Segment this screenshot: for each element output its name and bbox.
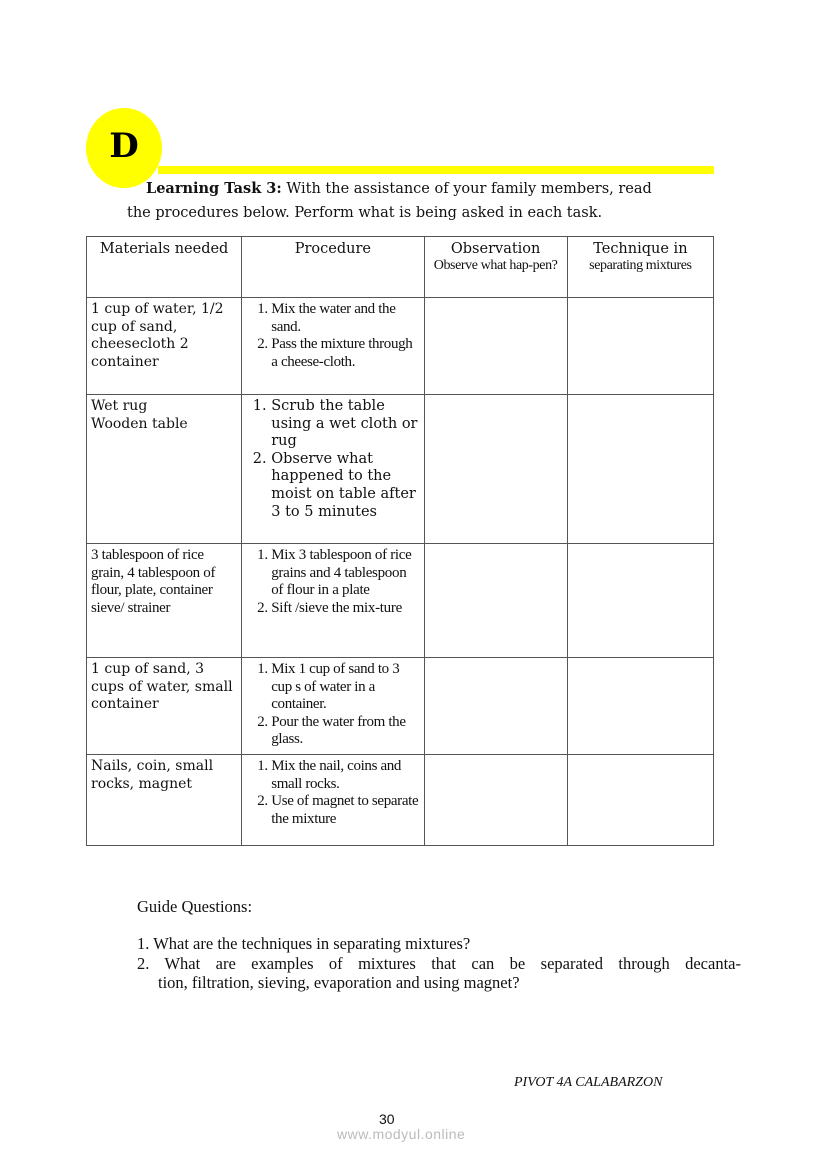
page-number: 30	[379, 1111, 395, 1127]
header-technique-sub: separating mixtures	[589, 258, 692, 273]
materials-cell: 1 cup of sand, 3 cups of water, small container	[87, 658, 242, 755]
procedure-step: 2. Use of magnet to separate the mixture	[271, 793, 421, 828]
observation-cell[interactable]	[424, 658, 567, 755]
procedure-cell	[242, 755, 424, 846]
materials-cell: 1 cup of water, 1/2 cup of sand, cheesecloth 2 container	[87, 298, 242, 395]
table-row	[87, 395, 714, 544]
procedure-step: 1. Mix the nail, coins and small rocks.	[271, 758, 421, 793]
header-procedure: Procedure	[242, 237, 424, 298]
procedure-step: 1. Mix the water and the sand.	[271, 301, 421, 336]
technique-cell[interactable]	[567, 298, 713, 395]
header-observation-sub: Observe what hap-pen?	[433, 258, 558, 273]
task-text-line2: the procedures below. Perform what is being asked in each task.	[127, 205, 603, 221]
observation-cell[interactable]	[424, 395, 567, 544]
section-letter: D	[109, 126, 139, 166]
guide-question: 1. What are the techniques in separating mixtures?	[137, 934, 471, 953]
section-badge	[86, 108, 162, 188]
guide-questions-list	[137, 934, 741, 993]
procedure-step: 2. Pour the water from the glass.	[271, 714, 421, 749]
procedure-step: 2. Sift /sieve the mix-ture	[271, 600, 421, 618]
publisher-footer: PIVOT 4A CALABARZON	[514, 1075, 663, 1090]
technique-cell[interactable]	[567, 544, 713, 658]
table-row	[87, 658, 714, 755]
table-row	[87, 298, 714, 395]
watermark: www.modyul.online	[337, 1126, 466, 1142]
table-row	[87, 755, 714, 846]
procedure-step: 1. Scrub the table using a wet cloth or rug	[271, 398, 421, 451]
guide-question-continuation: tion, filtration, sieving, evaporation and using magnet?	[158, 973, 520, 992]
materials-cell: Nails, coin, small rocks, magnet	[87, 755, 242, 846]
guide-question: 2. What are examples of mixtures that can be separated through decanta-	[137, 953, 741, 973]
technique-cell[interactable]	[567, 755, 713, 846]
observation-cell[interactable]	[424, 544, 567, 658]
materials-cell: 3 tablespoon of rice grain, 4 tablespoon of flour, plate, container sieve/ strainer	[87, 544, 242, 658]
observation-cell[interactable]	[424, 298, 567, 395]
procedure-cell	[242, 658, 424, 755]
materials-cell: Wet rug Wooden table	[87, 395, 242, 544]
task-text-line1: With the assistance of your family members, read	[281, 181, 652, 197]
task-label: Learning Task 3:	[146, 180, 282, 197]
header-technique: Technique in separating mixtures	[567, 237, 713, 298]
observation-cell[interactable]	[424, 755, 567, 846]
header-materials: Materials needed	[87, 237, 242, 298]
technique-cell[interactable]	[567, 658, 713, 755]
guide-questions-title: Guide Questions:	[137, 897, 253, 916]
task-instructions	[127, 177, 717, 225]
procedure-step: 1. Mix 3 tablespoon of rice grains and 4 tablespoon of flour in a plate	[271, 547, 421, 600]
table-header-row	[87, 237, 714, 298]
procedure-cell	[242, 298, 424, 395]
technique-cell[interactable]	[567, 395, 713, 544]
procedure-step: 2. Observe what happened to the moist on table after 3 to 5 minutes	[271, 451, 421, 521]
section-divider	[158, 166, 714, 174]
procedure-step: 1. Mix 1 cup of sand to 3 cup s of water in a container.	[271, 661, 421, 714]
procedure-step: 2. Pass the mixture through a cheese-cloth.	[271, 336, 421, 371]
learning-task-table	[86, 236, 714, 846]
table-row	[87, 544, 714, 658]
procedure-cell	[242, 544, 424, 658]
procedure-cell	[242, 395, 424, 544]
header-observation: Observation Observe what hap-pen?	[424, 237, 567, 298]
